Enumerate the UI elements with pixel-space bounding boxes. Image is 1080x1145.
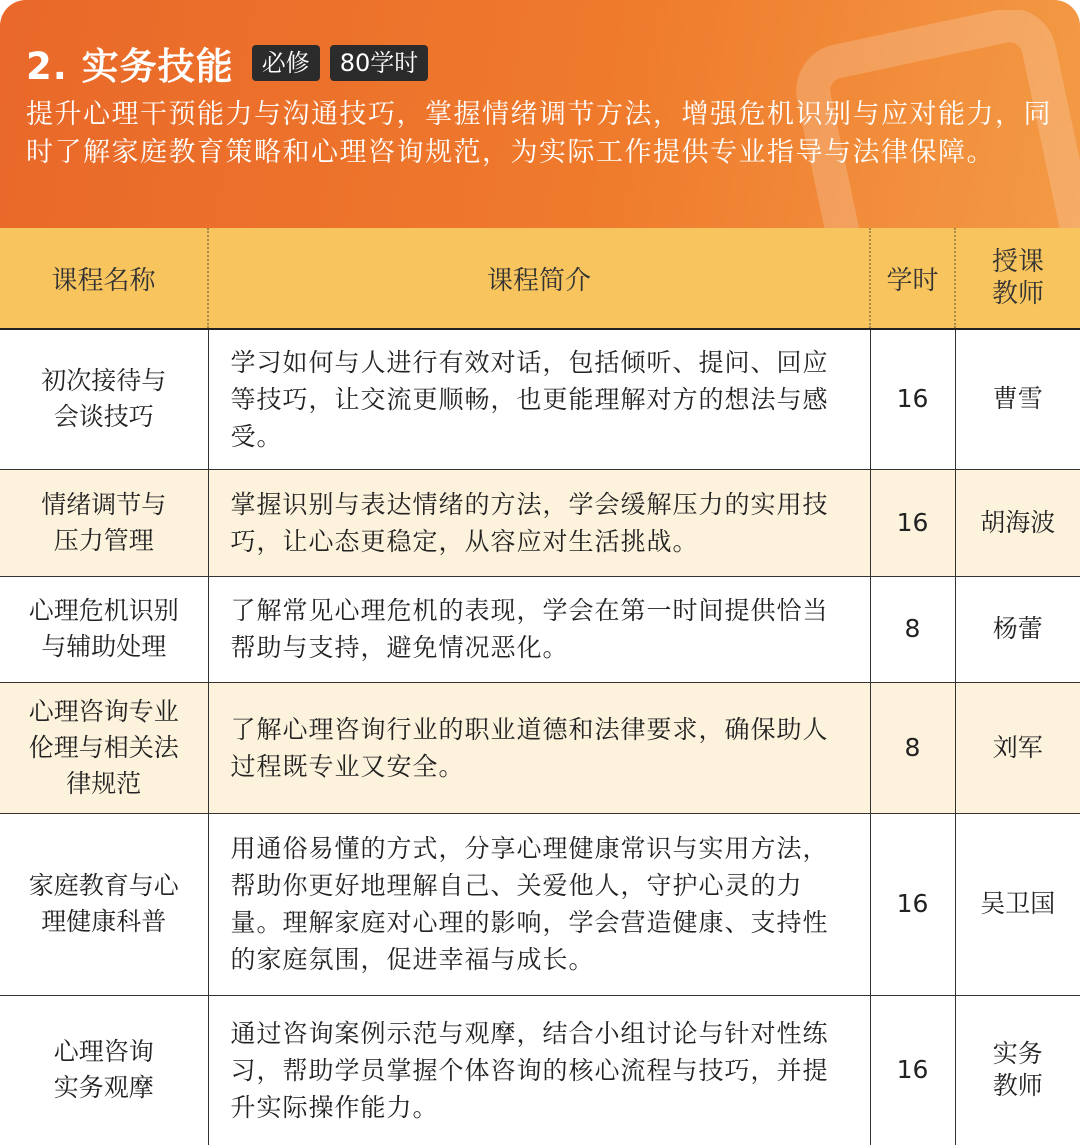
course-name	[0, 995, 208, 1145]
table-row	[0, 329, 1080, 469]
course-teacher: 吴卫国	[955, 813, 1080, 995]
table-row	[0, 995, 1080, 1145]
header-teacher-label: 授课教师	[991, 247, 1044, 309]
course-name	[0, 329, 208, 469]
course-hours: 8	[870, 682, 955, 813]
hours-badge: 80学时	[330, 45, 429, 81]
required-badge: 必修	[252, 45, 320, 81]
header-teacher	[955, 228, 1080, 329]
course-name-text: 心理危机识别与辅助处理	[28, 596, 179, 661]
course-teacher: 曹雪	[955, 329, 1080, 469]
course-name-text: 家庭教育与心理健康科普	[28, 871, 179, 936]
section-title: 2. 实务技能	[26, 45, 234, 88]
course-teacher: 刘军	[955, 682, 1080, 813]
course-teacher: 杨蕾	[955, 576, 1080, 682]
course-intro: 了解常见心理危机的表现，学会在第一时间提供恰当帮助与支持，避免情况恶化。	[208, 576, 870, 682]
title-row	[26, 36, 428, 90]
course-name	[0, 576, 208, 682]
course-hours: 8	[870, 576, 955, 682]
course-intro: 通过咨询案例示范与观摩，结合小组讨论与针对性练习，帮助学员掌握个体咨询的核心流程与技巧，并提升实际操作能力。	[208, 995, 870, 1145]
course-intro: 掌握识别与表达情绪的方法，学会缓解压力的实用技巧，让心态更稳定，从容应对生活挑战。	[208, 469, 870, 576]
course-name-text: 情绪调节与压力管理	[41, 489, 167, 555]
header-course-name: 课程名称	[0, 228, 208, 329]
section-description: 提升心理干预能力与沟通技巧，掌握情绪调节方法，增强危机识别与应对能力，同时了解家庭教育策略和心理咨询规范，为实际工作提供专业指导与法律保障。	[26, 99, 1052, 168]
header-hours: 学时	[870, 228, 955, 329]
course-hours: 16	[870, 329, 955, 469]
course-hours: 16	[870, 995, 955, 1145]
table-row	[0, 682, 1080, 813]
table-row	[0, 813, 1080, 995]
course-name-text: 心理咨询专业伦理与相关法律规范	[28, 696, 179, 798]
table-row	[0, 576, 1080, 682]
course-name	[0, 469, 208, 576]
table-header-row	[0, 228, 1080, 329]
table-row	[0, 469, 1080, 576]
section-header	[0, 0, 1080, 228]
course-intro: 学习如何与人进行有效对话，包括倾听、提问、回应等技巧，让交流更顺畅，也更能理解对方的想法与感受。	[208, 329, 870, 469]
course-teacher	[955, 995, 1080, 1145]
course-hours: 16	[870, 813, 955, 995]
course-intro: 用通俗易懂的方式，分享心理健康常识与实用方法，帮助你更好地理解自己、关爱他人，守护心灵的力量。理解家庭对心理的影响，学会营造健康、支持性的家庭氛围，促进幸福与成长。	[208, 813, 870, 995]
course-name-text: 初次接待与会谈技巧	[41, 366, 167, 432]
course-teacher-text: 实务教师	[992, 1039, 1043, 1100]
course-teacher: 胡海波	[955, 469, 1080, 576]
course-intro: 了解心理咨询行业的职业道德和法律要求，确保助人过程既专业又安全。	[208, 682, 870, 813]
course-table	[0, 228, 1080, 1145]
course-hours: 16	[870, 469, 955, 576]
course-name-text: 心理咨询实务观摩	[53, 1037, 154, 1102]
course-name	[0, 813, 208, 995]
header-course-intro: 课程简介	[208, 228, 870, 329]
course-name	[0, 682, 208, 813]
